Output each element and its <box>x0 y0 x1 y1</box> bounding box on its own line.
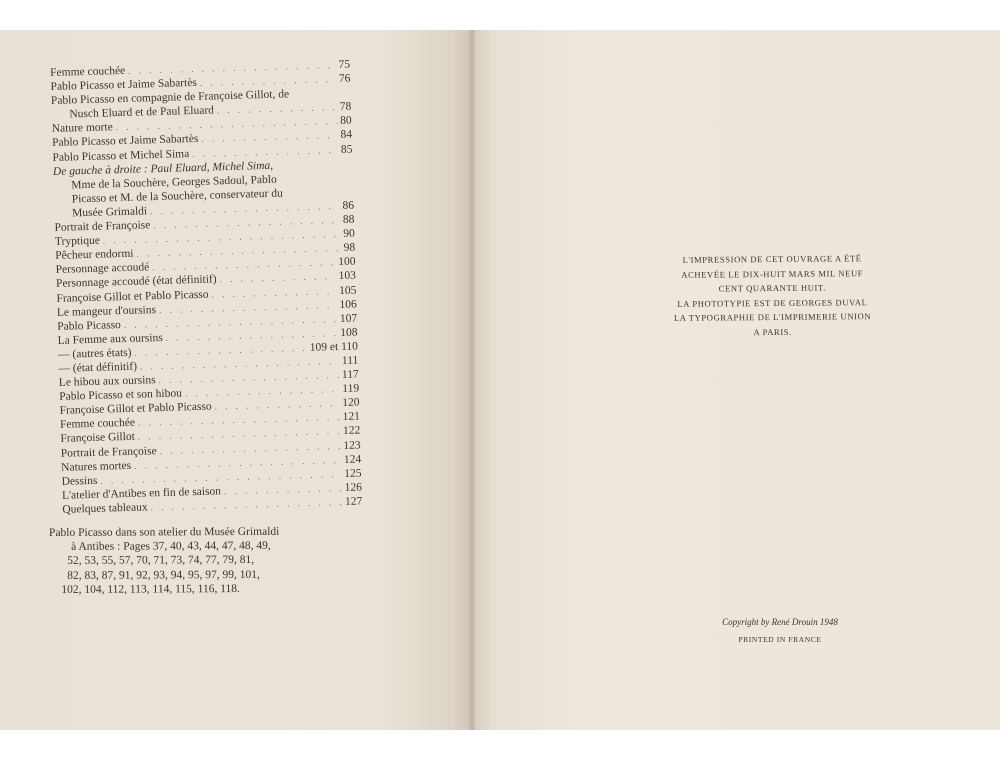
toc-entry: La Femme aux oursins . . . 108 <box>57 325 357 347</box>
toc-entry: Picasso et M. de la Souchère, conservateur du <box>71 187 283 206</box>
toc-entry: L'atelier d'Antibes en fin de saison . . . 126 <box>62 480 362 502</box>
pages-ref-line: à Antibes : Pages 37, 40, 43, 44, 47, 48, 49, <box>71 540 271 554</box>
pages-ref-line: 102, 104, 112, 113, 114, 115, 116, 118. <box>61 582 240 596</box>
colophon <box>672 251 873 340</box>
toc-entry: Pablo Picasso en compagnie de Françoise Gillot, de <box>50 88 290 108</box>
colophon-line: L'IMPRESSION DE CET OUVRAGE A ÉTÉ <box>682 253 862 265</box>
toc-entry: Pêcheur endormi . . . 98 <box>55 241 355 263</box>
toc-entry: Pablo Picasso et Michel Sima . . . 85 <box>52 142 352 164</box>
toc-entry: Le hibou aux oursins . . . 117 <box>59 368 359 390</box>
toc-entry: Portrait de Françoise . . . 123 <box>61 438 361 460</box>
left-page <box>0 30 472 730</box>
book-gutter <box>469 30 475 730</box>
book-spread <box>0 30 1000 730</box>
toc-entry: Le mangeur d'oursins . . . 106 <box>57 297 357 319</box>
toc-entry: Natures mortes . . . 124 <box>61 452 361 474</box>
pages-ref-line: 82, 83, 87, 91, 92, 93, 94, 95, 97, 99, 101, <box>67 568 260 582</box>
pages-ref-line: Pablo Picasso dans son atelier du Musée Grimaldi <box>49 525 280 539</box>
toc-entry: — (état définitif) . . . 111 <box>58 353 358 375</box>
atelier-pages-list <box>49 525 324 597</box>
toc-entry: Pablo Picasso . . . 107 <box>57 311 357 333</box>
toc-entry: Personnage accoudé (état définitif) . . . 103 <box>56 269 356 291</box>
toc-entry: Mme de la Souchère, Georges Sadoul, Pablo <box>71 173 277 192</box>
toc-entry: Nusch Eluard et de Paul Eluard . . . 78 <box>51 100 351 122</box>
pages-ref-line: 52, 53, 55, 57, 70, 71, 73, 74, 77, 79, 81, <box>67 554 255 568</box>
toc-entry: Pablo Picasso et son hibou . . . 119 <box>59 382 359 404</box>
printed-in-label: PRINTED IN FRANCE <box>738 635 822 644</box>
copyright-notice: Copyright by René Drouin 1948 <box>722 617 838 627</box>
toc-entry: Femme couchée . . . 75 <box>50 58 350 80</box>
toc-entry: Pablo Picasso et Jaime Sabartès . . . 84 <box>52 128 352 150</box>
colophon-line: ACHEVÉE LE DIX-HUIT MARS MIL NEUF <box>681 267 864 280</box>
toc-entry: Dessins . . . 125 <box>61 466 361 488</box>
colophon-line: LA TYPOGRAPHIE DE L'IMPRIMERIE UNION <box>673 311 872 324</box>
toc-entry: Pablo Picasso et Jaime Sabartès . . . 76 <box>50 72 350 94</box>
toc-entry: De gauche à droite : Paul Eluard, Michel Sima, <box>52 159 274 178</box>
toc-entry: Françoise Gillot et Pablo Picasso . . . 120 <box>59 396 359 418</box>
table-of-plates <box>50 58 362 517</box>
toc-entry: Tryptique . . . 90 <box>55 227 355 249</box>
colophon-line: A PARIS. <box>753 326 792 338</box>
toc-entry: — (autres états) . . . 109 et 110 <box>58 339 358 361</box>
toc-entry: Femme couchée . . . 121 <box>60 410 360 432</box>
toc-entry: Personnage accoudé . . . 100 <box>56 255 356 277</box>
toc-entry: Françoise Gillot et Pablo Picasso . . . 105 <box>56 283 356 305</box>
colophon-line: CENT QUARANTE HUIT. <box>718 282 826 294</box>
toc-entry: Nature morte . . . 80 <box>52 114 352 136</box>
toc-entry: Françoise Gillot . . . 122 <box>60 424 360 446</box>
toc-entry: Musée Grimaldi . . . 86 <box>54 199 354 221</box>
toc-entry: Quelques tableaux . . . 127 <box>62 494 362 516</box>
toc-entry: Portrait de Françoise . . . 88 <box>54 213 354 235</box>
colophon-line: LA PHOTOTYPIE EST DE GEORGES DUVAL <box>677 296 868 309</box>
